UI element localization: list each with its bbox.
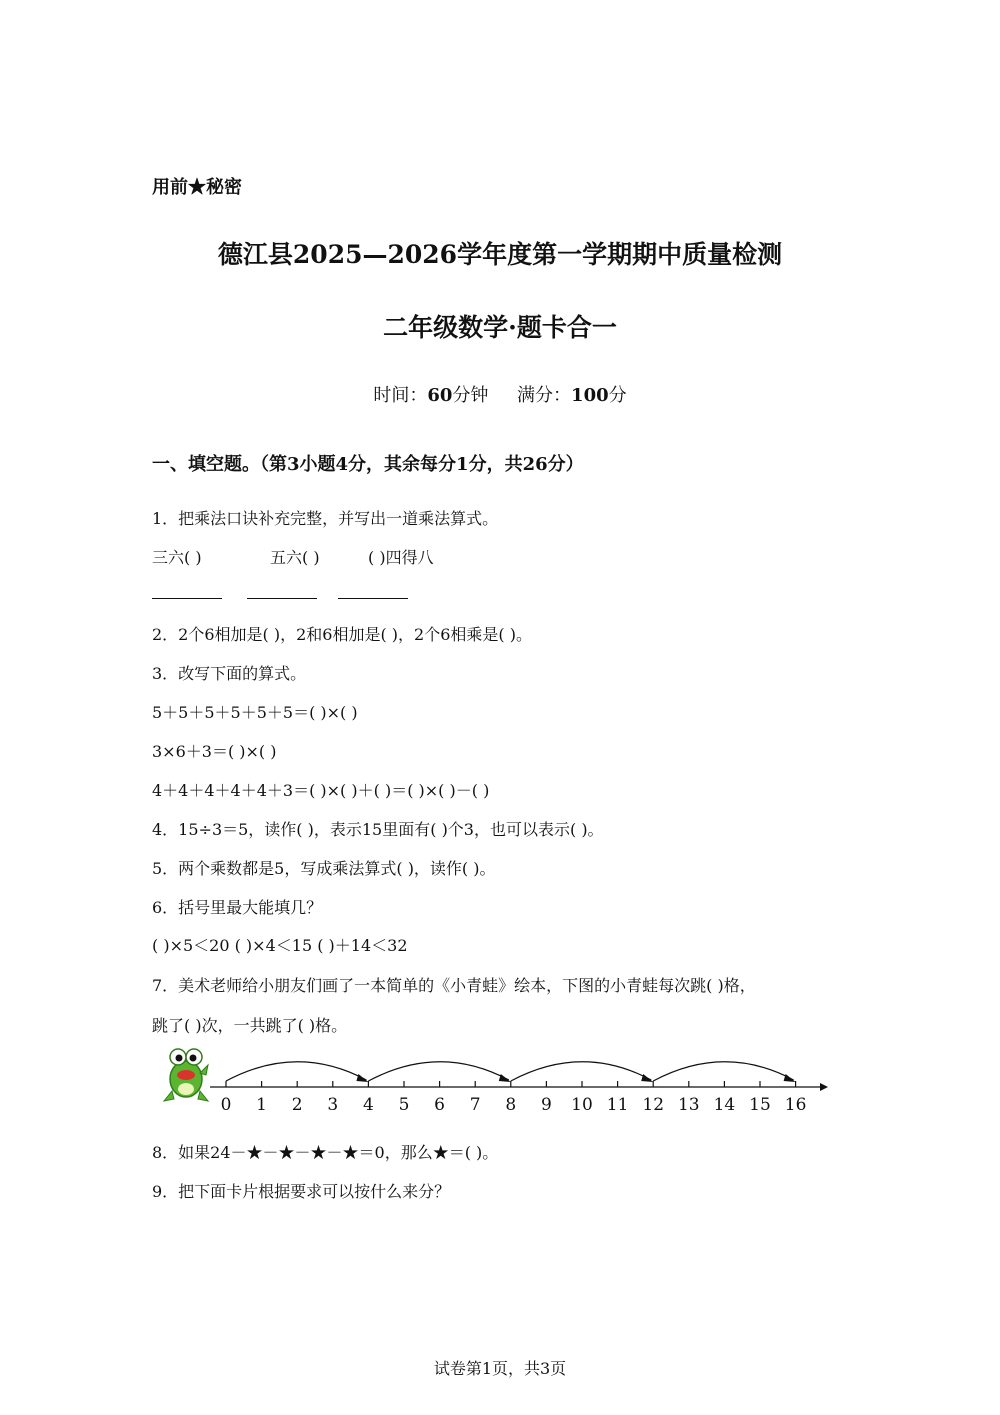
q1-blank-c: ( )四得八 <box>368 548 434 567</box>
score-value: 100 <box>571 385 609 406</box>
section-1-title: 一、填空题。（第3小题4分，其余每分1分，共26分） <box>152 454 584 475</box>
exam-subtitle: 二年级数学·题卡合一 <box>383 313 617 342</box>
q2: 2．2个6相加是( )，2和6相加是( )，2个6相乘是( )。 <box>152 625 532 644</box>
q1-stem: 1．把乘法口诀补充完整，并写出一道乘法算式。 <box>152 509 499 528</box>
jump-arrowhead-icon <box>356 1074 368 1082</box>
frog-number-line-figure <box>160 1043 840 1123</box>
number-line-tick-label: 4 <box>362 1095 374 1115</box>
q7-line1: 7．美术老师给小朋友们画了一本简单的《小青蛙》绘本，下图的小青蛙每次跳( )格， <box>152 976 756 995</box>
q5: 5．两个乘数都是5，写成乘法算式( )，读作( )。 <box>152 859 496 878</box>
frog-icon <box>164 1049 208 1101</box>
q3-stem: 3．改写下面的算式。 <box>152 664 307 683</box>
number-line-tick-label: 3 <box>327 1095 339 1115</box>
axis-arrow-icon <box>820 1083 828 1091</box>
number-line-tick-label: 9 <box>540 1095 552 1115</box>
q3-line2: 3×6＋3＝( )×( ) <box>152 742 277 761</box>
number-line-tick-label: 6 <box>434 1095 446 1115</box>
q8: 8．如果24－★－★－★－★＝0，那么★＝( )。 <box>152 1143 499 1162</box>
exam-title: 德江县2025—2026学年度第一学期期中质量检测 <box>217 240 783 269</box>
number-line-tick-label: 11 <box>606 1095 629 1115</box>
time-score-line <box>0 381 1000 407</box>
q1-blank-b: 五六( ) <box>270 548 320 567</box>
number-line-tick-label: 10 <box>571 1095 593 1115</box>
score-unit: 分 <box>608 385 627 406</box>
jump-arc <box>511 1062 651 1081</box>
number-line-tick-label: 2 <box>291 1095 303 1115</box>
jump-arrowhead-icon <box>784 1074 796 1082</box>
q1-answer-line[interactable] <box>152 598 222 599</box>
jump-arc <box>653 1062 793 1081</box>
number-line-tick-label: 0 <box>220 1095 232 1115</box>
q1-answer-line[interactable] <box>247 598 317 599</box>
time-label: 时间： <box>373 385 428 406</box>
jump-arrowhead-icon <box>499 1074 511 1082</box>
score-label: 满分： <box>517 385 572 406</box>
q6-line: ( )×5＜20 ( )×4＜15 ( )＋14＜32 <box>152 936 408 955</box>
number-line-tick-label: 13 <box>677 1095 700 1115</box>
q1-answer-line[interactable] <box>338 598 408 599</box>
number-line-tick-label: 14 <box>713 1095 736 1115</box>
q6-stem: 6．括号里最大能填几？ <box>152 898 323 917</box>
page-footer: 试卷第1页，共3页 <box>433 1359 567 1378</box>
jump-arc <box>368 1062 508 1081</box>
confidential-label: 用前★秘密 <box>152 177 242 198</box>
number-line-tick-label: 15 <box>749 1095 771 1115</box>
jump-arrowhead-icon <box>641 1074 653 1082</box>
number-line-tick-label: 5 <box>398 1095 410 1115</box>
q3-line1: 5＋5＋5＋5＋5＋5＝( )×( ) <box>152 703 358 722</box>
q3-line3: 4＋4＋4＋4＋4＋3＝( )×( )＋( )＝( )×( )－( ) <box>152 781 490 800</box>
number-line-tick-label: 12 <box>642 1095 665 1115</box>
number-line-tick-label: 16 <box>784 1095 807 1115</box>
number-line-tick-label: 7 <box>469 1095 481 1115</box>
jump-arc <box>226 1062 366 1081</box>
number-line-tick-label: 8 <box>505 1095 517 1115</box>
q1-blank-a: 三六( ) <box>152 548 202 567</box>
q4: 4．15÷3＝5，读作( )，表示15里面有( )个3，也可以表示( )。 <box>152 820 604 839</box>
q9: 9．把下面卡片根据要求可以按什么来分？ <box>152 1182 451 1201</box>
time-unit: 分钟 <box>452 385 489 406</box>
q7-line2: 跳了( )次，一共跳了( )格。 <box>152 1016 348 1035</box>
number-line-tick-label: 1 <box>256 1095 268 1115</box>
time-value: 60 <box>427 385 453 406</box>
